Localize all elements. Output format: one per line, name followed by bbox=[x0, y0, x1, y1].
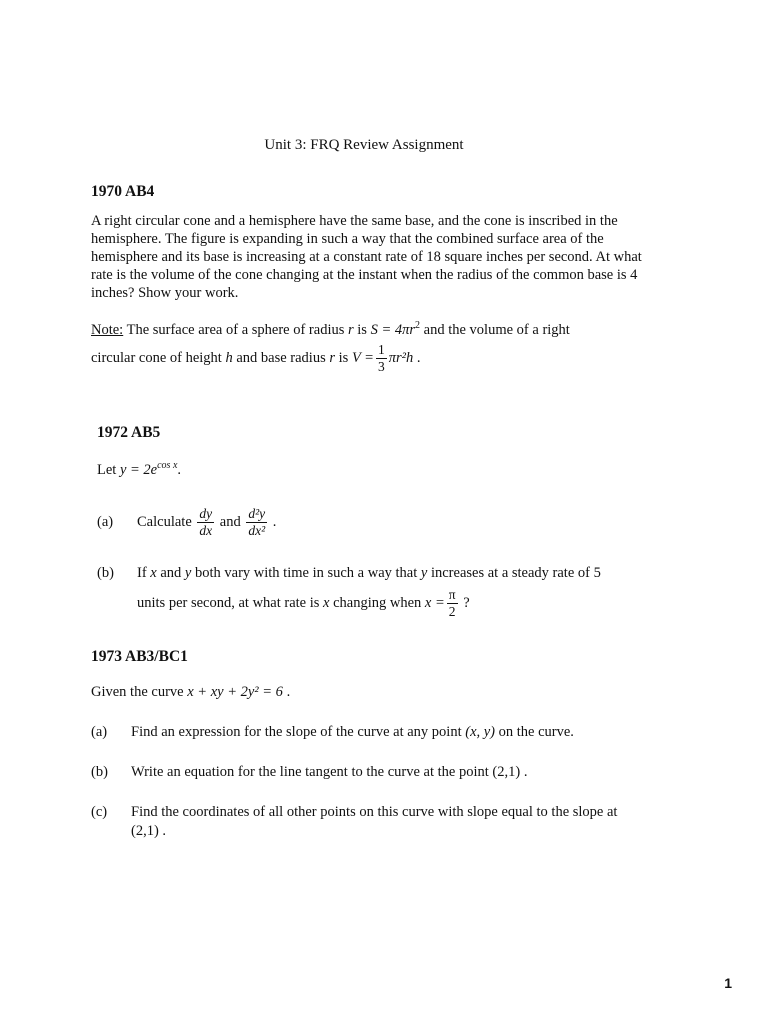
math-exponent: cos x bbox=[157, 460, 178, 471]
fraction: $\frac{dy}{dx}$ bbox=[199, 506, 213, 538]
note-text: is bbox=[335, 349, 352, 366]
given-line: Given the curve x + xy + 2y² = 6 . bbox=[91, 684, 291, 700]
part-b-line-1: (b) If x and y both vary with time in such a way that y increases at a steady rate of 5 bbox=[97, 565, 601, 581]
part-b-line-2: units per second, at what rate is x changing when x = $\frac{\pi}{2}$ ? bbox=[137, 587, 470, 619]
page-number: 1 bbox=[724, 975, 732, 991]
part-label: (a) bbox=[97, 513, 114, 530]
part-a-line: (a) Calculate $\frac{dy}{dx}$ and $\frac{\text{d²y}}{\text{dx²}}$ . bbox=[97, 506, 277, 538]
note-line-2: circular cone of height h and base radius r is V = $\frac{1}{3}$ πr²h . bbox=[91, 342, 421, 374]
note-text: and base radius bbox=[232, 349, 330, 366]
problem-text-1970-ab4: A right circular cone and a hemisphere have the same base, and the cone is inscribed in the hemisphere. The figure is expanding in such a way that the combined surface area of the hemisphere and its base is increasing at a constant rate of 18 square inches per second. At what rate is the volume of the cone changing at the instant when the radius of the common base is 4 inches? Show your work. bbox=[91, 213, 642, 301]
note-text: and the volume of a right bbox=[420, 321, 570, 338]
problem-heading-1970-ab4: 1970 AB4 bbox=[91, 183, 155, 200]
note-text: circular cone of height bbox=[91, 349, 226, 366]
part-label: (a) bbox=[91, 724, 108, 740]
fraction: $\frac{\pi}{2}$ bbox=[448, 587, 456, 619]
note-text: is bbox=[353, 321, 371, 338]
part-label: (b) bbox=[97, 565, 114, 581]
fraction: $\frac{1}{3}$ bbox=[377, 342, 385, 374]
note-text: The surface area of a sphere of radius bbox=[123, 321, 348, 338]
problem-heading-1972-ab5: 1972 AB5 bbox=[97, 424, 161, 441]
part-c-line-2: (2,1) . bbox=[131, 823, 167, 839]
note-line-1 bbox=[91, 320, 570, 339]
math-formula: πr²h bbox=[388, 349, 414, 366]
part-b-line: (b) Write an equation for the line tangent to the curve at the point (2,1) . bbox=[91, 764, 528, 780]
fraction: $\frac{\text{d²y}}{\text{dx²}}$ bbox=[248, 506, 266, 538]
let-line: Let $y = 2e^{cos x}$. bbox=[97, 460, 182, 478]
math-var: r bbox=[348, 321, 354, 338]
math-formula: x + xy + 2y² = 6 bbox=[187, 684, 283, 700]
math-exponent: 2 bbox=[415, 320, 421, 331]
problem-heading-1973-ab3-bc1: 1973 AB3/BC1 bbox=[91, 648, 188, 665]
part-label: (c) bbox=[91, 804, 108, 820]
math-formula: V = bbox=[351, 349, 374, 366]
part-a-line: (a) Find an expression for the slope of the curve at any point (x, y) on the curve. bbox=[91, 724, 574, 740]
math-formula: y = 2e bbox=[119, 461, 158, 478]
math-var: h bbox=[225, 349, 233, 366]
note-label: Note: bbox=[91, 321, 124, 338]
math-formula: S = 4πr bbox=[370, 321, 416, 338]
page-title: Unit 3: FRQ Review Assignment bbox=[264, 137, 464, 153]
part-label: (b) bbox=[91, 764, 108, 780]
math-var: r bbox=[329, 349, 336, 366]
part-c-line-1: (c) Find the coordinates of all other points on this curve with slope equal to the slope at bbox=[91, 804, 618, 820]
